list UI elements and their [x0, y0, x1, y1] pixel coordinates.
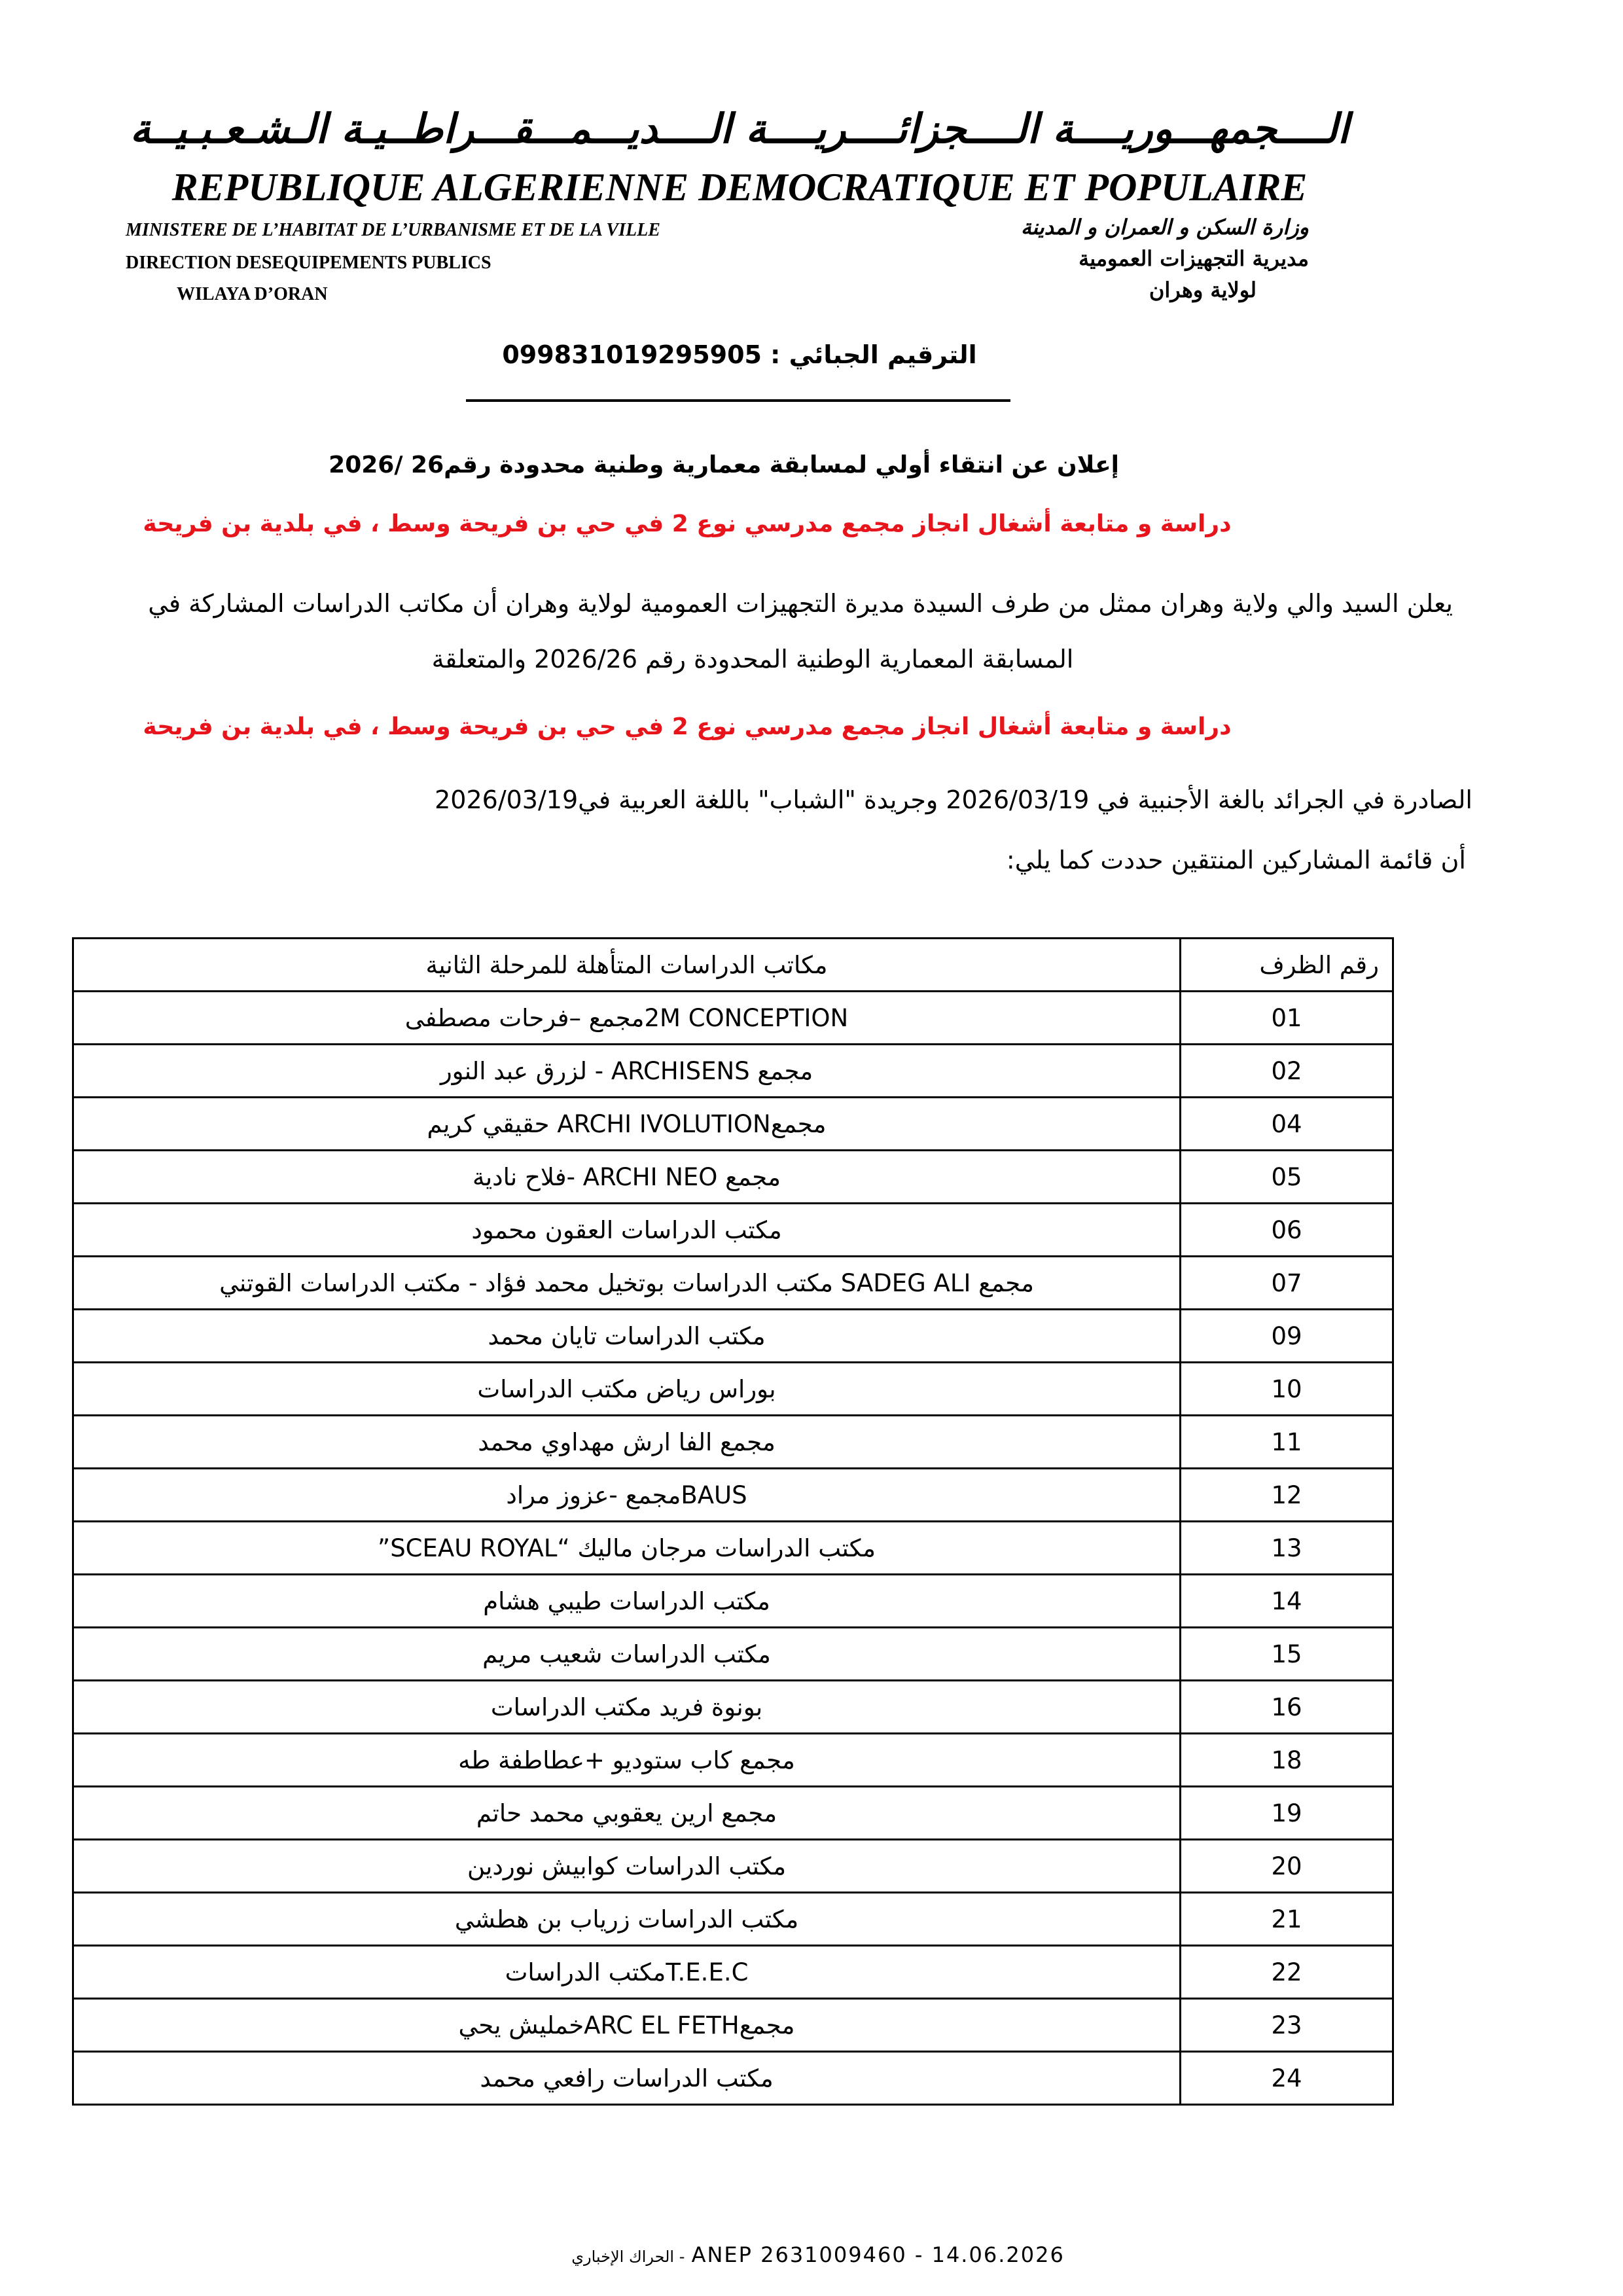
republic-title-fr: REPUBLIQUE ALGERIENNE DEMOCRATIQUE ET POPULAIRE — [171, 166, 1308, 209]
table-row — [73, 992, 1393, 1045]
tax-id: الترقيم الجبائي : 099831019295905 — [502, 340, 977, 369]
table-row — [73, 1840, 1393, 1893]
wilaya-fr: WILAYA D’ORAN — [177, 284, 328, 304]
firm-name: مكتب الدراسات رافعي محمد — [73, 2052, 1181, 2105]
direction-ar: مديرية التجهيزات العمومية — [1079, 246, 1309, 271]
table-row — [73, 1522, 1393, 1575]
table-row — [73, 1204, 1393, 1257]
table-row — [73, 1310, 1393, 1363]
body-line-2: المسابقة المعمارية الوطنية المحدودة رقم 2026/26 والمتعلقة — [431, 645, 1074, 673]
firm-name: مكتب الدراسات طيبي هشام — [73, 1575, 1181, 1628]
table-row — [73, 1416, 1393, 1469]
envelope-number: 21 — [1181, 1893, 1393, 1946]
envelope-number: 07 — [1181, 1257, 1393, 1310]
envelope-number: 11 — [1181, 1416, 1393, 1469]
firm-name: 2M CONCEPTIONمجمع –فرحات مصطفى — [73, 992, 1181, 1045]
list-intro: أن قائمة المشاركين المنتقين حددت كما يلي: — [1006, 846, 1466, 874]
firm-name: مكتب الدراسات شعيب مريم — [73, 1628, 1181, 1681]
table-row — [73, 1151, 1393, 1204]
firm-name: BAUSمجمع -عزوز مراد — [73, 1469, 1181, 1522]
envelope-number: 05 — [1181, 1151, 1393, 1204]
envelope-number: 06 — [1181, 1204, 1393, 1257]
firm-name: T.E.E.Cمكتب الدراسات — [73, 1946, 1181, 1999]
firm-name: مجمع SADEG ALI مكتب الدراسات بوتخيل محمد فؤاد - مكتب الدراسات القوتني — [73, 1257, 1181, 1310]
table-row — [73, 1946, 1393, 1999]
firm-name: بوراس رياض مكتب الدراسات — [73, 1363, 1181, 1416]
envelope-number: 04 — [1181, 1098, 1393, 1151]
envelope-number: 20 — [1181, 1840, 1393, 1893]
envelope-number: 01 — [1181, 992, 1393, 1045]
firm-name: بونوة فريد مكتب الدراسات — [73, 1681, 1181, 1734]
announcement-subject-repeat: دراسة و متابعة أشغال انجاز مجمع مدرسي نوع 2 في حي بن فريحة وسط ، في بلدية بن فريحة — [143, 713, 1232, 740]
body-line-1: يعلن السيد والي ولاية وهران ممثل من طرف السيدة مديرة التجهيزات العمومية لولاية وهران أن مكاتب الدراسات المشاركة في — [148, 589, 1453, 618]
envelope-number: 02 — [1181, 1045, 1393, 1098]
footer-publisher: الحراك الإخباري - — [571, 2248, 685, 2266]
envelope-number: 13 — [1181, 1522, 1393, 1575]
firm-name: مجمعARCHI IVOLUTION حقيقي كريم — [73, 1098, 1181, 1151]
envelope-number: 22 — [1181, 1946, 1393, 1999]
table-row — [73, 1681, 1393, 1734]
envelope-number: 19 — [1181, 1787, 1393, 1840]
table-row — [73, 1363, 1393, 1416]
firm-name: مجمع الفا ارش مهداوي محمد — [73, 1416, 1181, 1469]
firm-name: مجمع ارين يعقوبي محمد حاتم — [73, 1787, 1181, 1840]
table-row — [73, 1575, 1393, 1628]
published-line: الصادرة في الجرائد بالغة الأجنبية في 2026/03/19 وجريدة "الشباب" باللغة العربية في2026/03/19 — [435, 785, 1472, 814]
ministry-ar: وزارة السكن و العمران و المدينة — [1020, 215, 1309, 240]
selected-firms-table — [72, 937, 1394, 2106]
table-row — [73, 1787, 1393, 1840]
table-row — [73, 2052, 1393, 2105]
table-row — [73, 1628, 1393, 1681]
footer — [458, 2242, 1178, 2267]
announcement-subject: دراسة و متابعة أشغال انجاز مجمع مدرسي نوع 2 في حي بن فريحة وسط ، في بلدية بن فريحة — [143, 511, 1232, 537]
table-row — [73, 1999, 1393, 2052]
firm-name: مجمع كاب ستوديو +عطاطفة طه — [73, 1734, 1181, 1787]
envelope-number: 15 — [1181, 1628, 1393, 1681]
firm-name: مجمع ARCHI NEO -فلاح نادية — [73, 1151, 1181, 1204]
firm-name: مكتب الدراسات كوابيش نوردين — [73, 1840, 1181, 1893]
firm-name: مجمع ARCHISENS - لزرق عبد النور — [73, 1045, 1181, 1098]
header-firms: مكاتب الدراسات المتأهلة للمرحلة الثانية — [73, 939, 1181, 992]
firm-name: مكتب الدراسات زرياب بن هطشي — [73, 1893, 1181, 1946]
firm-name: مكتب الدراسات العقون محمود — [73, 1204, 1181, 1257]
tax-id-underline — [466, 399, 1010, 402]
announcement-title: إعلان عن انتقاء أولي لمسابقة معمارية وطنية محدودة رقم26 /2026 — [329, 452, 1119, 478]
republic-title-ar: الــــجمهـــوريــــة الــــجزائــــريــــة الــــديـــمـــقـــراطــيـة الـشـعـبـيــة — [130, 105, 1349, 152]
firm-name: مكتب الدراسات تايان محمد — [73, 1310, 1181, 1363]
header-envelope-number: رقم الظرف — [1181, 939, 1393, 992]
envelope-number: 18 — [1181, 1734, 1393, 1787]
direction-fr: DIRECTION DESEQUIPEMENTS PUBLICS — [126, 253, 491, 273]
envelope-number: 10 — [1181, 1363, 1393, 1416]
envelope-number: 12 — [1181, 1469, 1393, 1522]
table-row — [73, 1098, 1393, 1151]
firm-name: مجمعARC EL FETHخمليش يحي — [73, 1999, 1181, 2052]
firm-name: مكتب الدراسات مرجان ماليك “SCEAU ROYAL” — [73, 1522, 1181, 1575]
table-row — [73, 1734, 1393, 1787]
table-row — [73, 1893, 1393, 1946]
table-row — [73, 1469, 1393, 1522]
table-row — [73, 1257, 1393, 1310]
envelope-number: 09 — [1181, 1310, 1393, 1363]
envelope-number: 24 — [1181, 2052, 1393, 2105]
ministry-fr: MINISTERE DE L’HABITAT DE L’URBANISME ET DE LA VILLE — [126, 220, 660, 240]
footer-ref: ANEP 2631009460 - 14.06.2026 — [691, 2242, 1065, 2267]
envelope-number: 16 — [1181, 1681, 1393, 1734]
envelope-number: 14 — [1181, 1575, 1393, 1628]
table-row — [73, 1045, 1393, 1098]
wilaya-ar: لولاية وهران — [1149, 278, 1257, 302]
envelope-number: 23 — [1181, 1999, 1393, 2052]
table-header-row — [73, 939, 1393, 992]
